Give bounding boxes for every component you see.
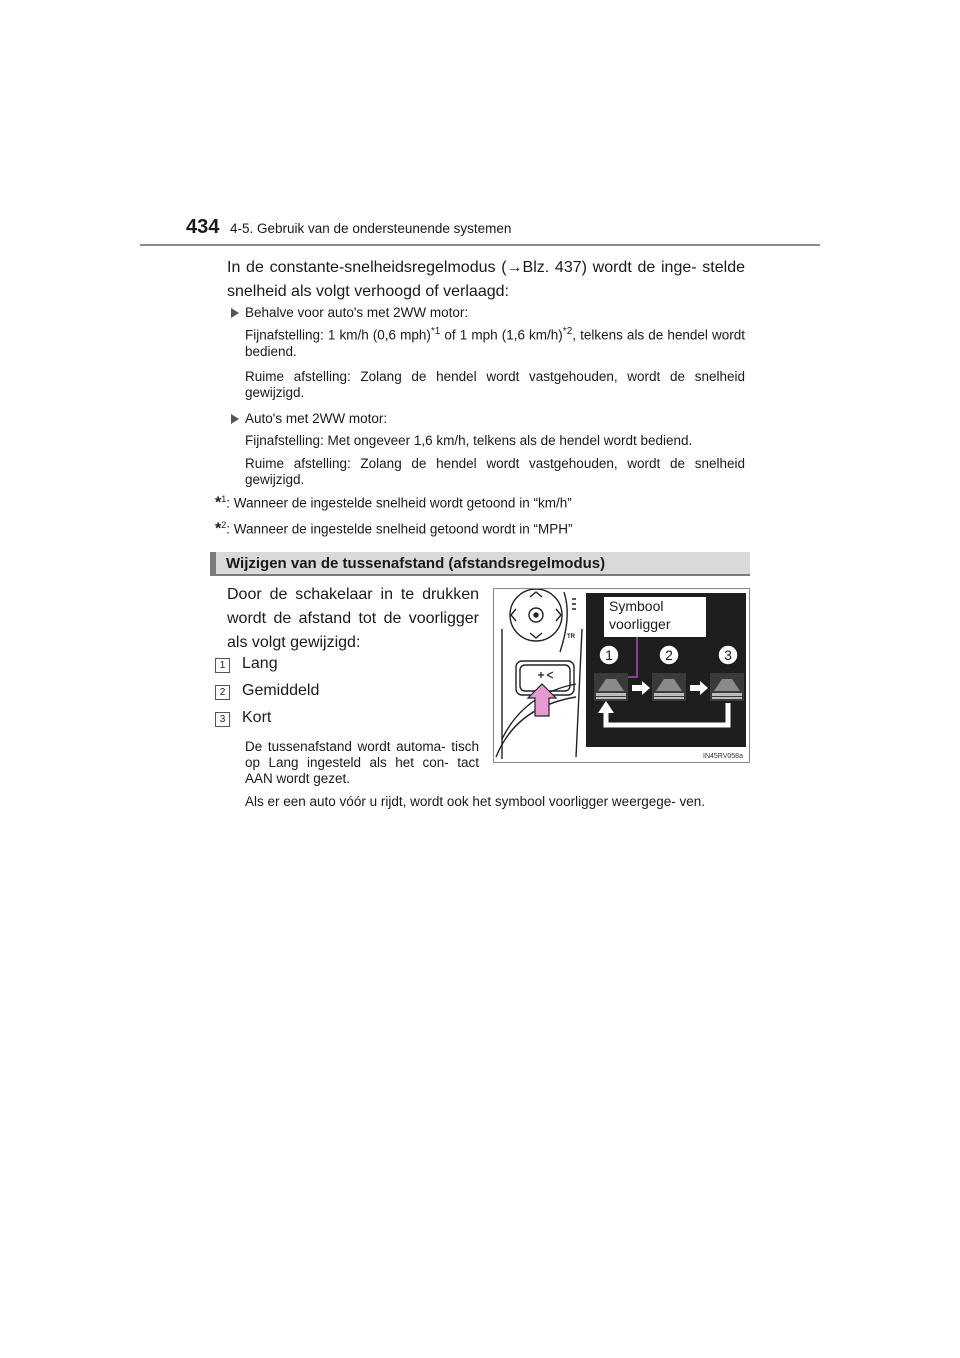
- list-item: [215, 709, 272, 727]
- callout-text-line1: Symbool: [609, 598, 664, 614]
- triangle-bullet-icon: [231, 308, 239, 318]
- bullet-2-fine: Fijnafstelling: Met ongeveer 1,6 km/h, telkens als de hendel wordt bediend.: [245, 433, 693, 448]
- callout-text-line2: voorligger: [609, 616, 671, 632]
- list-item: [215, 655, 278, 673]
- figure-illustration: [494, 589, 749, 762]
- distance-icon-long: [594, 673, 628, 701]
- bullet-1-fine: Fijnafstelling: 1 km/h (0,6 mph)$^{*1}$ of 1 mph (1,6 km/h)$^{*2}$, telkens als de hendel wordt bediend.: [245, 326, 745, 359]
- list-item-label: Gemiddeld: [242, 682, 320, 699]
- triangle-bullet-icon: [231, 414, 239, 424]
- section-heading-box: [210, 552, 750, 576]
- section-title: 4-5. Gebruik van de ondersteunende systemen: [230, 221, 512, 236]
- list-item-label: Lang: [242, 655, 278, 672]
- section-intro: Door de schakelaar in te drukken wordt de afstand tot de voorligger als volgt gewijzigd:: [227, 586, 479, 651]
- intro-paragraph: In de constante-snelheidsregelmodus (→Blz. 437) wordt de inge- stelde snelheid als volgt verhoogd of verlaagd:: [227, 259, 745, 300]
- section-note-1: De tussenafstand wordt automa- tisch op Lang ingesteld als het con- tact AAN wordt gezet.: [245, 739, 479, 786]
- distance-icon-short: [710, 673, 744, 701]
- item-number-box: 1: [215, 658, 230, 673]
- svg-text:2: 2: [665, 647, 673, 663]
- item-number-box: 2: [215, 685, 230, 700]
- steering-switch-drawing: [496, 589, 582, 759]
- bullet-2-coarse: Ruime afstelling: Zolang de hendel wordt vastgehouden, wordt de snelheid gewijzigd.: [245, 456, 745, 487]
- marker-2: [659, 645, 679, 665]
- bullet-heading-2: Auto's met 2WW motor:: [231, 411, 387, 426]
- figure-code: IN45RV058a: [703, 753, 743, 760]
- svg-text:1: 1: [605, 647, 613, 663]
- page-number: 434: [186, 216, 220, 238]
- list-item-label: Kort: [242, 709, 272, 726]
- section-heading: Wijzigen van de tussenafstand (afstandsregelmodus): [226, 555, 606, 572]
- distance-icon-medium: [652, 673, 686, 701]
- distance-switch-icon: [538, 672, 553, 678]
- footnote-2: *$^2$: Wanneer de ingestelde snelheid getoond wordt in “MPH”: [215, 520, 573, 538]
- footnote-1: *$^1$: Wanneer de ingestelde snelheid wordt getoond in “km/h”: [215, 494, 572, 512]
- bullet-heading-1: Behalve voor auto's met 2WW motor:: [231, 305, 468, 320]
- header-rule: [140, 244, 820, 246]
- marker-1: [599, 645, 619, 665]
- press-arrow-icon: [528, 684, 556, 716]
- marker-3: [718, 645, 738, 665]
- list-item: [215, 682, 320, 700]
- distance-control-figure: [493, 588, 750, 763]
- bullet-1-coarse: Ruime afstelling: Zolang de hendel wordt vastgehouden, wordt de snelheid gewijzigd.: [245, 369, 745, 400]
- switch-label: TR: [567, 634, 575, 640]
- svg-text:3: 3: [724, 647, 732, 663]
- section-note-2: Als er een auto vóór u rijdt, wordt ook het symbool voorligger weergege- ven.: [245, 794, 705, 809]
- item-number-box: 3: [215, 712, 230, 727]
